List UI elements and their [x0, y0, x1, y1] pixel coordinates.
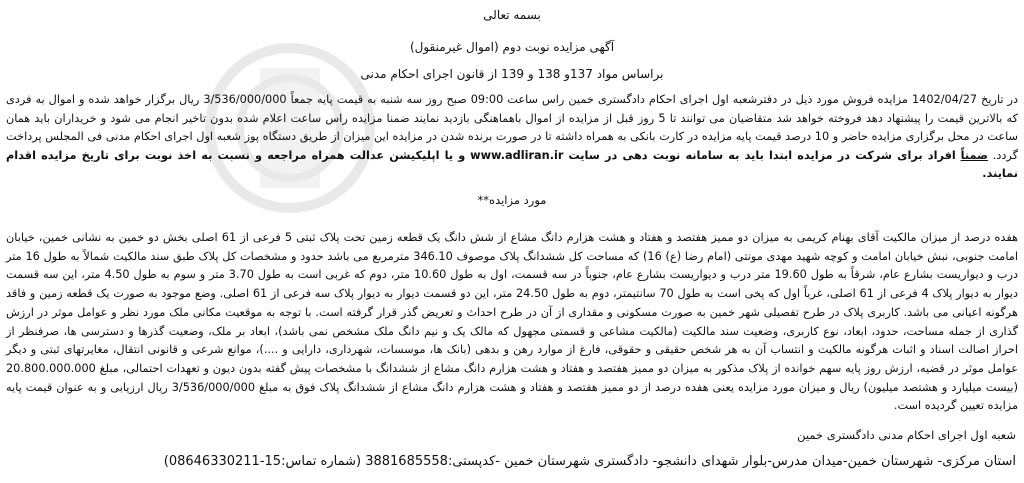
intro-paragraph: [6, 91, 1018, 184]
intro-emphasis-tail: افراد برای شرکت در مزایده ابتدا باید به سامانه نوبت دهی در سایت: [568, 148, 956, 162]
section-title: مورد مزایده**: [477, 193, 547, 207]
intro-emphasis-word: ضمناً: [960, 148, 988, 162]
property-description: هفده درصد از میزان مالکیت آقای بهنام کریمی به میزان دو ممیز هفتصد و هفتاد و هشت هزارم دانگ مشاع از شش دانگ یک قطعه زمین تحت پلاک ثبتی 5 فرعی از 61 اصلی بخش دو خمین به نشانی خمین، خیابان امامت جنوبی، نبش خیابان امامت و کوچه شهید مهدی مونتی (امام رضا (ع) 16) که مساحت کل ششدانگ پلاک موصوف 346.10 مترمربع می باشد حدود و مشخصات کل پلاک طبق سند مالکیت شمالاً به طول 16 متر درب و دیواریست بشارع عام، شرقاً به طول 19.60 متر درب و دیواریست بشارع عام، جنوباً در سه قسمت، اول به طول 10.60 متر، دوم که غربی است به طول 3.70 متر و سوم به طول 4.50 متر، این سه قسمت دیوار به دیوار پلاک 4 فرعی از 61 اصلی، غرباً اول که پخی است به طول 70 سانتیمتر، دوم به طول 24.50 متر، این دو قسمت دیوار به دیوار پلاک سه فرعی از 61 اصلی. وضع موجود به صورت یک قطعه زمین و فاقد هرگونه اعیانی می باشد. کاربری پلاک در طرح تفصیلی شهر خمین به صورت مسکونی و مقداری از آن در طرح احداث و تعریض گذر قرار گرفته است. با توجه به موقعیت مکانی ملک مورد نظر و عوامل موثر در ارزش گذاری از جمله مساحت، حدود، ابعاد، نوع کاربری، وضعیت سند مالکیت (مالکیت مشاعی و قسمتی مجهول که مالک یک و نیم دانگ ملک مشخص نمی باشد)، ابعاد بر ملک، وضعیت گذرها و دسترسی ها، صرفنظر از احراز اصالت اسناد و اثبات هرگونه مالکیت و انتساب آن به هر شخص حقیقی و حقوقی، فارغ از موارد رهن و بدهی (بانک ها، موسسات، شهرداری، دارایی و ....)، موانع شرعی و قانونی انتقال، مغایرتهای ثبتی و دیگر عوامل موثر در قضیه، ارزش روز پایه سهم خوانده از پلاک مذکور به میزان دو ممیز هفتصد و هفتاد و هشت هزارم دانگ مشاع از ششدانگ با مشخصات پیش گفته بدون دیون و تعهدات احتمالی، مبلغ 20.800.000.000 (بیست میلیارد و هشتصد میلیون) ریال و میزان مورد مزایده یعنی هفده درصد از دو ممیز هفتصد و هفتاد و هشت هزارم دانگ مشاع از ششدانگ پلاک فوق به مبلغ 3/536/000/000 ریال ارزیابی و به عنوان قیمت پایه مزایده تعیین گردیده است.: [6, 231, 1019, 413]
intro-text: در تاریخ 1402/04/27 مزایده فروش مورد ذیل در دفترشعبه اول اجرای احکام دادگستری خمین راس ساعت 09:00 صبح روز سه شنبه به قیمت پایه جمعاً 3/536/000/000 ریال برگزار خواهد شده و اموال به فردی که بالاترین قیمت را پیشنهاد دهد فروخته خواهد شد متقاضیان می توانند تا 5 روز قبل از مزایده از اموال باهماهنگی بازدید نمایند ضمنا مزایده راس ساعت اعلام شده بدون تاخیر انجام می شود و خریداران باید همان ساعت در محل برگزاری مزایده حاضر و 10 درصد قیمت پایه مزایده در کارت بانکی به همراه داشته تا در صورت برنده شدن در مزایده این میزان از طریق دستگاه پوز شعبه اول اجرای احکام مدنی فی المجلس پرداخت گردد.: [6, 93, 1019, 162]
intro-emphasis-line: و یا اپلیکیشن عدالت همراه مراجعه و نسبت به اخذ نوبت برای تاریخ مزایده اقدام نمایند.: [6, 148, 1018, 181]
contact-address: استان مرکزی- شهرستان خمین-میدان مدرس-بلوار شهدای دانشجو- دادگستری شهرستان خمین -کدپستی:3881685558 (شماره تماس:15-08646330211): [163, 454, 1016, 469]
website-link[interactable]: www.adliran.ir: [470, 148, 564, 162]
notice-subtitle: آگهی مزایده نوبت دوم (اموال غیرمنقول): [409, 40, 615, 54]
page-title: بسمه تعالی: [483, 8, 541, 22]
legal-basis: براساس مواد 137و 138 و 139 از قانون اجرای احکام مدنی: [360, 67, 664, 81]
issuer-office: شعبه اول اجرای احکام مدنی دادگستری خمین: [797, 428, 1016, 442]
